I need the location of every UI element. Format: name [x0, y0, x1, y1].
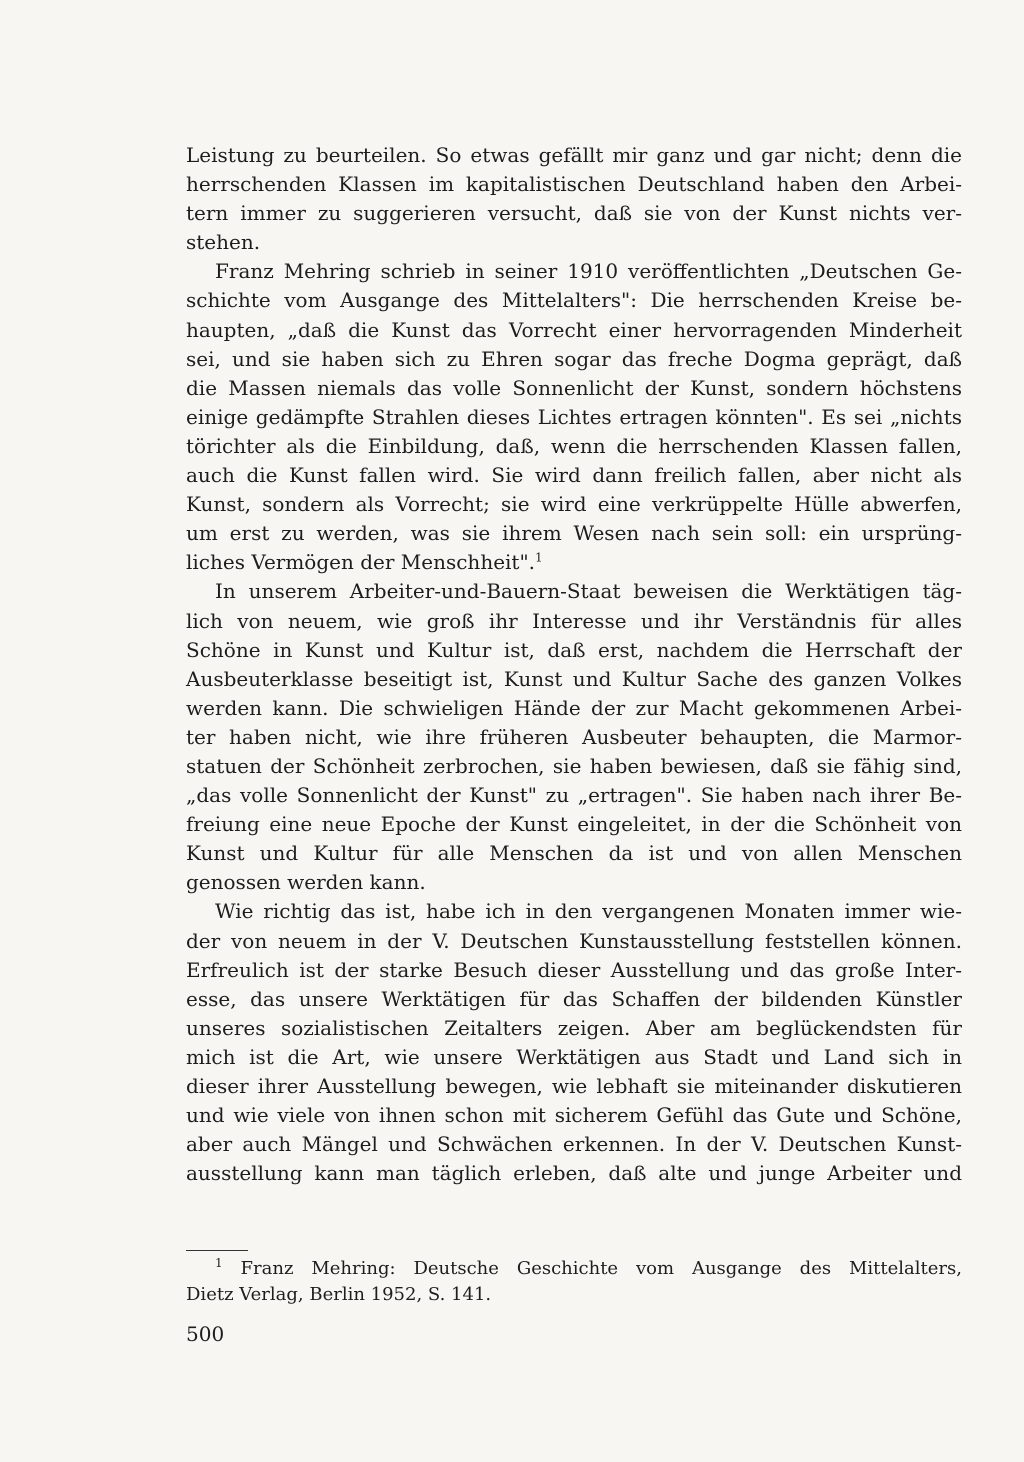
footnote-line — [186, 1256, 962, 1282]
text-line: Wie richtig das ist, habe ich in den vergangenen Monaten immer wie- — [215, 899, 962, 924]
footnote-text: Franz Mehring: Deutsche Geschichte vom Ausgange des Mittelalters, — [240, 1258, 962, 1279]
text-line: „das volle Sonnenlicht der Kunst" zu „ertragen". Sie haben nach ihrer Be- — [186, 783, 962, 808]
text-line: freiung eine neue Epoche der Kunst eingeleitet, in der die Schönheit von — [186, 812, 962, 837]
paragraph-1 — [186, 141, 962, 257]
text-line: schichte vom Ausgange des Mittelalters": Die herrschenden Kreise be- — [186, 288, 962, 313]
text-line: Kunst und Kultur für alle Menschen da ist und von allen Menschen — [186, 841, 962, 866]
text-line: herrschenden Klassen im kapitalistischen Deutschland haben den Arbei- — [186, 172, 962, 197]
text-line: esse, das unsere Werktätigen für das Schaffen der bildenden Künstler — [186, 986, 962, 1011]
text-line: um erst zu werden, was sie ihrem Wesen nach sein soll: ein ursprüng- — [186, 521, 962, 546]
text-line: Kunst, sondern als Vorrecht; sie wird eine verkrüppelte Hülle abwerfen, — [186, 492, 962, 517]
text-line: und wie viele von ihnen schon mit sicherem Gefühl das Gute und Schöne, — [186, 1103, 962, 1128]
footnote-divider — [186, 1250, 248, 1251]
text-line: Erfreulich ist der starke Besuch dieser Ausstellung und das große Inter- — [186, 957, 962, 982]
text-line: dieser ihrer Ausstellung bewegen, wie lebhaft sie miteinander diskutieren — [186, 1074, 962, 1098]
footnote-line: Dietz Verlag, Berlin 1952, S. 141. — [186, 1284, 492, 1305]
text-line-content: liches Vermögen der Menschheit". — [186, 550, 536, 575]
text-line: Schöne in Kunst und Kultur ist, daß erst, nachdem die Herrschaft der — [186, 637, 962, 662]
text-line: törichter als die Einbildung, daß, wenn die herrschenden Klassen fallen, — [186, 433, 962, 458]
paragraph-3 — [186, 577, 962, 897]
paragraph-2 — [186, 257, 962, 577]
footnote-marker: 1 — [535, 550, 543, 565]
text-line: haupten, „daß die Kunst das Vorrecht einer hervorragenden Minderheit — [186, 317, 962, 342]
text-line: auch die Kunst fallen wird. Sie wird dann freilich fallen, aber nicht als — [186, 463, 962, 488]
text-line: einige gedämpfte Strahlen dieses Lichtes ertragen könnten". Es sei „nichts — [186, 404, 962, 429]
text-line — [186, 548, 962, 577]
page-number: 500 — [186, 1322, 225, 1346]
text-line: unseres sozialistischen Zeitalters zeigen. Aber am beglückendsten für — [186, 1015, 962, 1040]
footnote-number: 1 — [215, 1256, 223, 1270]
text-line: Leistung zu beurteilen. So etwas gefällt mir ganz und gar nicht; denn die — [186, 143, 962, 167]
text-line: lich von neuem, wie groß ihr Interesse und ihr Verständnis für alles — [186, 608, 962, 633]
text-line: Ausbeuterklasse beseitigt ist, Kunst und Kultur Sache des ganzen Volkes — [186, 666, 962, 691]
text-line: stehen. — [186, 230, 261, 255]
text-line: tern immer zu suggerieren versucht, daß sie von der Kunst nichts ver- — [186, 201, 962, 226]
body-text — [186, 141, 962, 1188]
text-line: statuen der Schönheit zerbrochen, sie haben bewiesen, daß sie fähig sind, — [186, 753, 962, 778]
text-line: aber auch Mängel und Schwächen erkennen. In der V. Deutschen Kunst- — [186, 1132, 962, 1157]
text-line: die Massen niemals das volle Sonnenlicht der Kunst, sondern höchstens — [186, 375, 962, 400]
text-line: In unserem Arbeiter-und-Bauern-Staat beweisen die Werktätigen täg- — [215, 579, 962, 604]
text-line: mich ist die Art, wie unsere Werktätigen aus Stadt und Land sich in — [186, 1044, 962, 1069]
paragraph-4 — [186, 897, 962, 1188]
text-line: werden kann. Die schwieligen Hände der zur Macht gekommenen Arbei- — [186, 695, 962, 720]
text-line: ter haben nicht, wie ihre früheren Ausbeuter behaupten, die Marmor- — [186, 724, 962, 749]
text-line: ausstellung kann man täglich erleben, daß alte und junge Arbeiter und — [186, 1161, 962, 1186]
text-line: Franz Mehring schrieb in seiner 1910 veröffentlichten „Deutschen Ge- — [215, 259, 962, 284]
text-line: der von neuem in der V. Deutschen Kunstausstellung feststellen können. — [186, 928, 962, 953]
text-line: sei, und sie haben sich zu Ehren sogar das freche Dogma geprägt, daß — [186, 346, 962, 371]
footnote — [186, 1256, 962, 1308]
text-line: genossen werden kann. — [186, 870, 426, 895]
